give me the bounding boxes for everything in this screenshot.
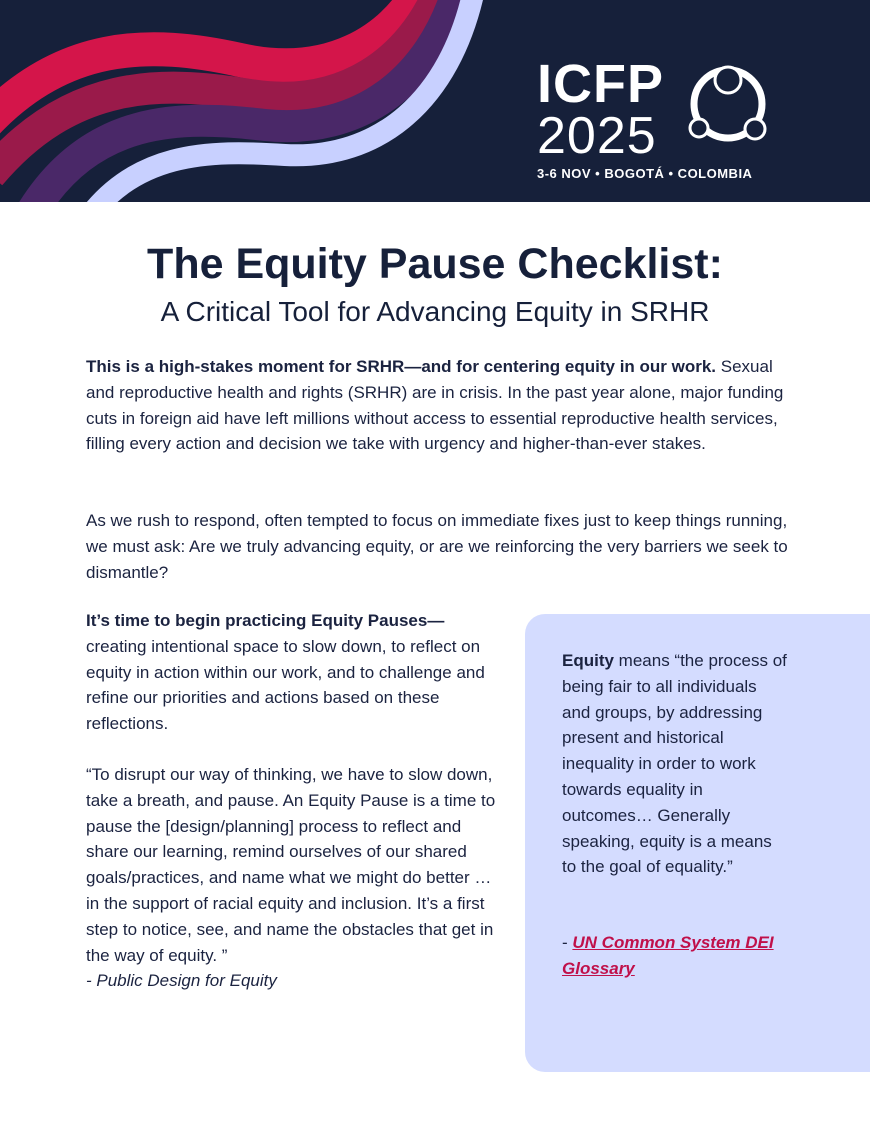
decorative-waves <box>0 0 500 202</box>
quote-block <box>86 762 496 994</box>
page-subtitle: A Critical Tool for Advancing Equity in SRHR <box>160 296 710 327</box>
paragraph-two: As we rush to respond, often tempted to focus on immediate fixes just to keep things running, we must ask: Are we truly advancing equity, or are we reinforcing the very barriers we seek to dismantle? <box>86 511 788 582</box>
intro-paragraph <box>86 354 791 457</box>
source-prefix: - <box>562 933 573 952</box>
intro-body: Sexual and reproductive health and rights (SRHR) are in crisis. In the past year alone, major funding cuts in foreign aid have left millions without access to essential reproductive health services, filling every action and decision we take with urgency and higher-than-ever stakes. <box>86 357 784 454</box>
equity-pause-paragraph <box>86 608 496 737</box>
icfp-logo <box>537 54 782 185</box>
equity-pause-lead: It’s time to begin practicing Equity Pauses— <box>86 611 445 630</box>
definition-term: Equity <box>562 651 614 670</box>
logo-name: ICFP <box>537 54 665 114</box>
intro-lead: This is a high-stakes moment for SRHR—and for centering equity in our work. <box>86 357 717 376</box>
logo-dates: 3-6 NOV • BOGOTÁ • COLOMBIA <box>537 166 753 181</box>
definition-text <box>562 648 787 880</box>
logo-year: 2025 <box>537 107 657 165</box>
page-title: The Equity Pause Checklist: <box>147 240 723 288</box>
definition-source <box>562 930 792 982</box>
people-circle-icon <box>681 60 776 150</box>
header-banner <box>0 0 870 202</box>
glossary-link[interactable]: UN Common System DEI Glossary <box>562 933 774 978</box>
definition-body: means “the process of being fair to all individuals and groups, by addressing present and historical inequality in order to work towards equality in outcomes… Generally speaking, equity is a means to the goal of equality.” <box>562 651 787 877</box>
quote-text: “To disrupt our way of thinking, we have to slow down, take a breath, and pause. An Equity Pause is a time to pause the [design/planning] process to reflect and share our learning, remind ourselves of our shared goals/practices, and name what we might do better … in the support of racial equity and inclusion. It’s a first step to notice, see, and name the obstacles that get in the way of equity. ” <box>86 765 496 965</box>
equity-pause-body: creating intentional space to slow down, to reflect on equity in action within our work, and to challenge and refine our priorities and actions based on these reflections. <box>86 636 485 734</box>
definition-box <box>525 614 870 1072</box>
quote-attribution: - Public Design for Equity <box>86 971 277 991</box>
